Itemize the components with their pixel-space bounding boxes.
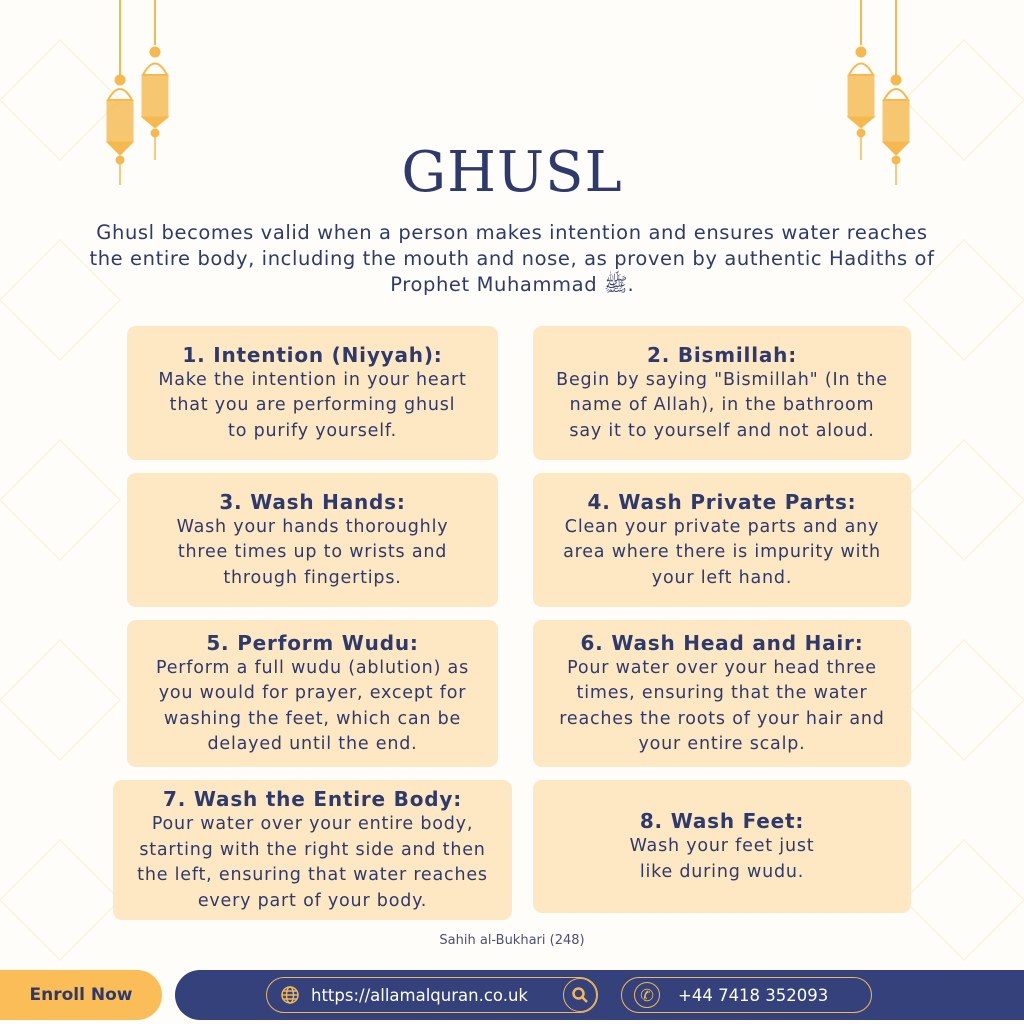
step-title: 2. Bismillah: (646, 342, 798, 367)
step-card (533, 620, 911, 767)
step-card (533, 473, 911, 607)
step-card (113, 780, 512, 920)
step-title: 7. Wash the Entire Body: (163, 787, 462, 811)
enroll-now-button[interactable]: Enroll Now (0, 970, 162, 1020)
step-text: Pour water over your entire body, starting with the right side and then the left, ensuring that water reaches every part of your body. (137, 814, 488, 911)
step-text: Wash your feet just like during wudu. (629, 836, 815, 882)
page-title: GHUSL (401, 140, 623, 205)
globe-icon (279, 984, 301, 1006)
step-title: 1. Intention (Niyyah): (182, 342, 443, 367)
step-text: Perform a full wudu (ablution) as you would for prayer, except for washing the feet, which can be delayed until the end. (155, 657, 469, 754)
phone-link[interactable] (621, 977, 872, 1013)
step-title: 8. Wash Feet: (639, 809, 805, 833)
intro-text: Ghusl becomes valid when a person makes intention and ensures water reaches the entire body, including the mouth and nose, as proven by authentic Hadiths of Prophet Muhammad ﷺ. (89, 221, 935, 296)
source-citation: Sahih al-Bukhari (248) (439, 933, 585, 948)
step-card (533, 326, 911, 460)
search-icon[interactable] (563, 978, 597, 1012)
step-title: 5. Perform Wudu: (206, 630, 419, 655)
step-card (533, 780, 911, 913)
phone-icon: ✆ (634, 982, 660, 1008)
website-url: https://allamalquran.co.uk (311, 985, 528, 1005)
website-link[interactable] (266, 977, 598, 1013)
phone-number: +44 7418 352093 (678, 985, 829, 1005)
step-text: Wash your hands thoroughly three times up to wrists and through fingertips. (176, 516, 449, 588)
step-text: Pour water over your head three times, ensuring that the water reaches the roots of your hair and your entire scalp. (559, 657, 885, 754)
step-title: 4. Wash Private Parts: (587, 489, 857, 514)
step-text: Begin by saying "Bismillah" (In the name of Allah), in the bathroom say it to yourself and not aloud. (556, 369, 888, 441)
step-text: Make the intention in your heart that you are performing ghusl to purify yourself. (158, 369, 467, 441)
step-title: 3. Wash Hands: (219, 489, 406, 514)
step-card (127, 620, 498, 767)
step-title: 6. Wash Head and Hair: (580, 630, 864, 655)
step-text: Clean your private parts and any area where there is impurity with your left hand. (563, 516, 881, 588)
step-card (127, 326, 498, 460)
step-card (127, 473, 498, 607)
